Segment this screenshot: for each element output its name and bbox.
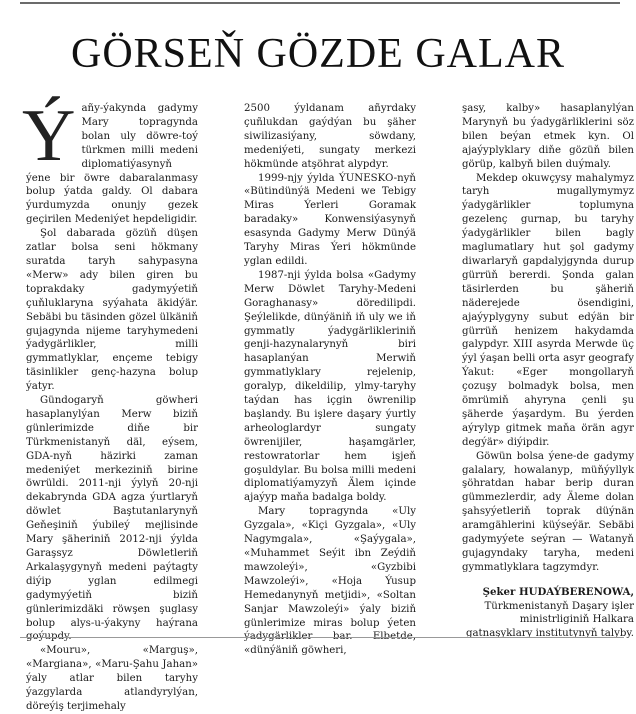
column-3 <box>462 102 634 575</box>
paragraph: 1987-nji ýylda bolsa «Gadymy Merw Döwlet Taryhy-Medeni Goraghanasy» döredilipdi. Şeýlelikde, dünýäniň iň uly we iň gymmatly ýadygärlikleriniň genji-hazynalarynyň biri hasaplanýan Merwiň gymmatlyklary rejelenip, goralyp, dikeldilip, ylmy-taryhy taýdan has içgin öwrenilip başlandy. Bu işlere daşary ýurtly arheologlardyr sungaty öwrenijiler, haşamgärler, restowratorlar hem işjeň goşuldylar. Bu bolsa milli medeni diplomatiýamyzyň Älem içinde ajaýyp maňa badalga boldy. <box>244 269 416 504</box>
paragraph: Mekdep okuwçysy mahalymyz taryh mugallymymyz ýadygärlikler toplumyna gezelenç gurnap, bu taryhy ýadygärlikler bilen bagly maglumatlary hut şol gadymy diwarlaryň gapdalyjgynda durup gürrüň bererdi. Şonda galan täsirlerden bu şäheriň näderejede ösendigini, ajaýyplygyny subut edýän bir gürrüň henizem hakydamda galypdyr. XIII asyrda Merwde üç ýyl ýaşan belli orta asyr geografy Ýakut: «Eger mongollaryň çozuşy bolmadyk bolsa, men ömrümiň ahyryna çenli şu şäherde ýaşardym. Bu ýerden aýrylyp gitmek maňa örän agyr degýär» diýipdir. <box>462 172 634 448</box>
author-affiliation-line: Türkmenistanyň Daşary işler <box>484 600 634 612</box>
paragraph: şasy, kalby» hasaplanylýan Marynyň bu ýadygärliklerini söz bilen beýan etmek kyn. Ol ajaýyplyklary diňe gözüň bilen görüp, kalbyň bilen duýmaly. <box>462 103 634 170</box>
paragraph: Gündogaryň göwheri hasaplanylýan Merw biziň günlerimizde diňe bir Türkmenistanyň däl, eýsem, GDA-nyň häzirki zaman medeniýet merkeziniň birine öwrüldi. 2011-nji ýylyň 20-nji dekabrynda GDA agza ýurtlaryň döwlet Baştutanlarynyň Geňeşiniň ýubileý mejlisinde Mary şäheriniň 2012-nji ýylda Garaşsyz Döwletleriň Arkalaşygynyň medeni paýtagty diýip yglan edilmegi gadymyýetiň biziň günlerimizdäki röwşen şuglasy bolup alys-u-ýakyny haýrana goýupdy. <box>26 395 198 643</box>
author-affiliation-line: gatnaşyklary institutynyň talyby. <box>465 627 634 639</box>
author-signature <box>462 586 634 640</box>
paragraph: 1999-njy ýylda ÝUNESKO-nyň «Bütindünýä Medeni we Tebigy Miras Ýerleri Goramak baradaky» Konwensiýasynyň esasynda Gadymy Merw Dünýä Taryhy Miras Ýeri hökmünde yglan edildi. <box>244 172 416 267</box>
paragraph: Mary topragynda «Uly Gyzgala», «Kiçi Gyzgala», «Uly Nagymgala», «Şaýygala», «Muhammet Seýit ibn Zeýdiň mawzoleýi», «Gyzbibi Mawzoleýi», «Hoja Ýusup Hemedanynyň metjidi», «Soltan Sanjar Mawzoleýi» ýaly biziň günlerimize miras bolup ýeten ýadygärlikler bar. Elbetde, «dünýäniň göwheri, <box>244 506 416 657</box>
article-title: GÖRSEŇ GÖZDE GALAR <box>71 31 565 77</box>
top-rule <box>20 2 620 4</box>
paragraph: 2500 ýyldanam añyrdaky çuñlukdan gaýdýan bu şäher siwilizasiýany, söwdany, medeniýeti, sungaty merkezi hökmünde atşöhrat alypdyr. <box>244 103 416 170</box>
paragraph: Göwün bolsa ýene-de gadymy galalary, howalanyp, müňýyllyk şöhratdan habar berip duran gümmezlerdir, ady Äleme dolan şahsyýetleriň toprak düýnän aramgählerini küýseýär. Sebäbi gadymyýete seýran — Watanyň gujagyndaky taryha, medeni gymmatlyklara tagzymdyr. <box>462 450 634 573</box>
author-affiliation-line: ministrliginiň Halkara <box>519 614 634 626</box>
bottom-rule <box>20 637 624 638</box>
paragraph-text: añy-ýakynda gadymy Mary topragynda bolan uly döwre-toý türkmen milli medeni diplomatiýasynyň ýene bir öwre dabaralanmasy bolup ýatda galdy. Ol dabara ýurdumyzda onunjy gezek geçirilen Medeniýet hepdeligidir. <box>26 103 198 226</box>
paragraph: Şol dabarada gözüň düşen zatlar bolsa seni hökmany suratda taryh sahypasyna «Merw» ady bilen giren bu toprakdaky gadymyýetiň çuňluklaryna syýahata äkidýär. Sebäbi bu täsinden gözel ülkäniň gujagynda nijeme taryhymedeni ýadygärlikler, milli gymmatlyklar, ençeme tebigy täsinlikler genç-hazyna bolup ýatyr. <box>26 228 198 393</box>
author-name: Şeker HUDAÝBERENOWA, <box>482 586 634 598</box>
column-1 <box>22 95 198 714</box>
column-2 <box>244 102 416 658</box>
paragraph <box>22 95 198 227</box>
drop-cap: Ý <box>22 95 76 177</box>
paragraph: «Mouru», «Marguş», «Margiana», «Maru-Şahu Jahan» ýaly atlar bilen taryhy ýazgylarda atlandyrylýan, döreýiş terjimehaly <box>26 645 198 712</box>
